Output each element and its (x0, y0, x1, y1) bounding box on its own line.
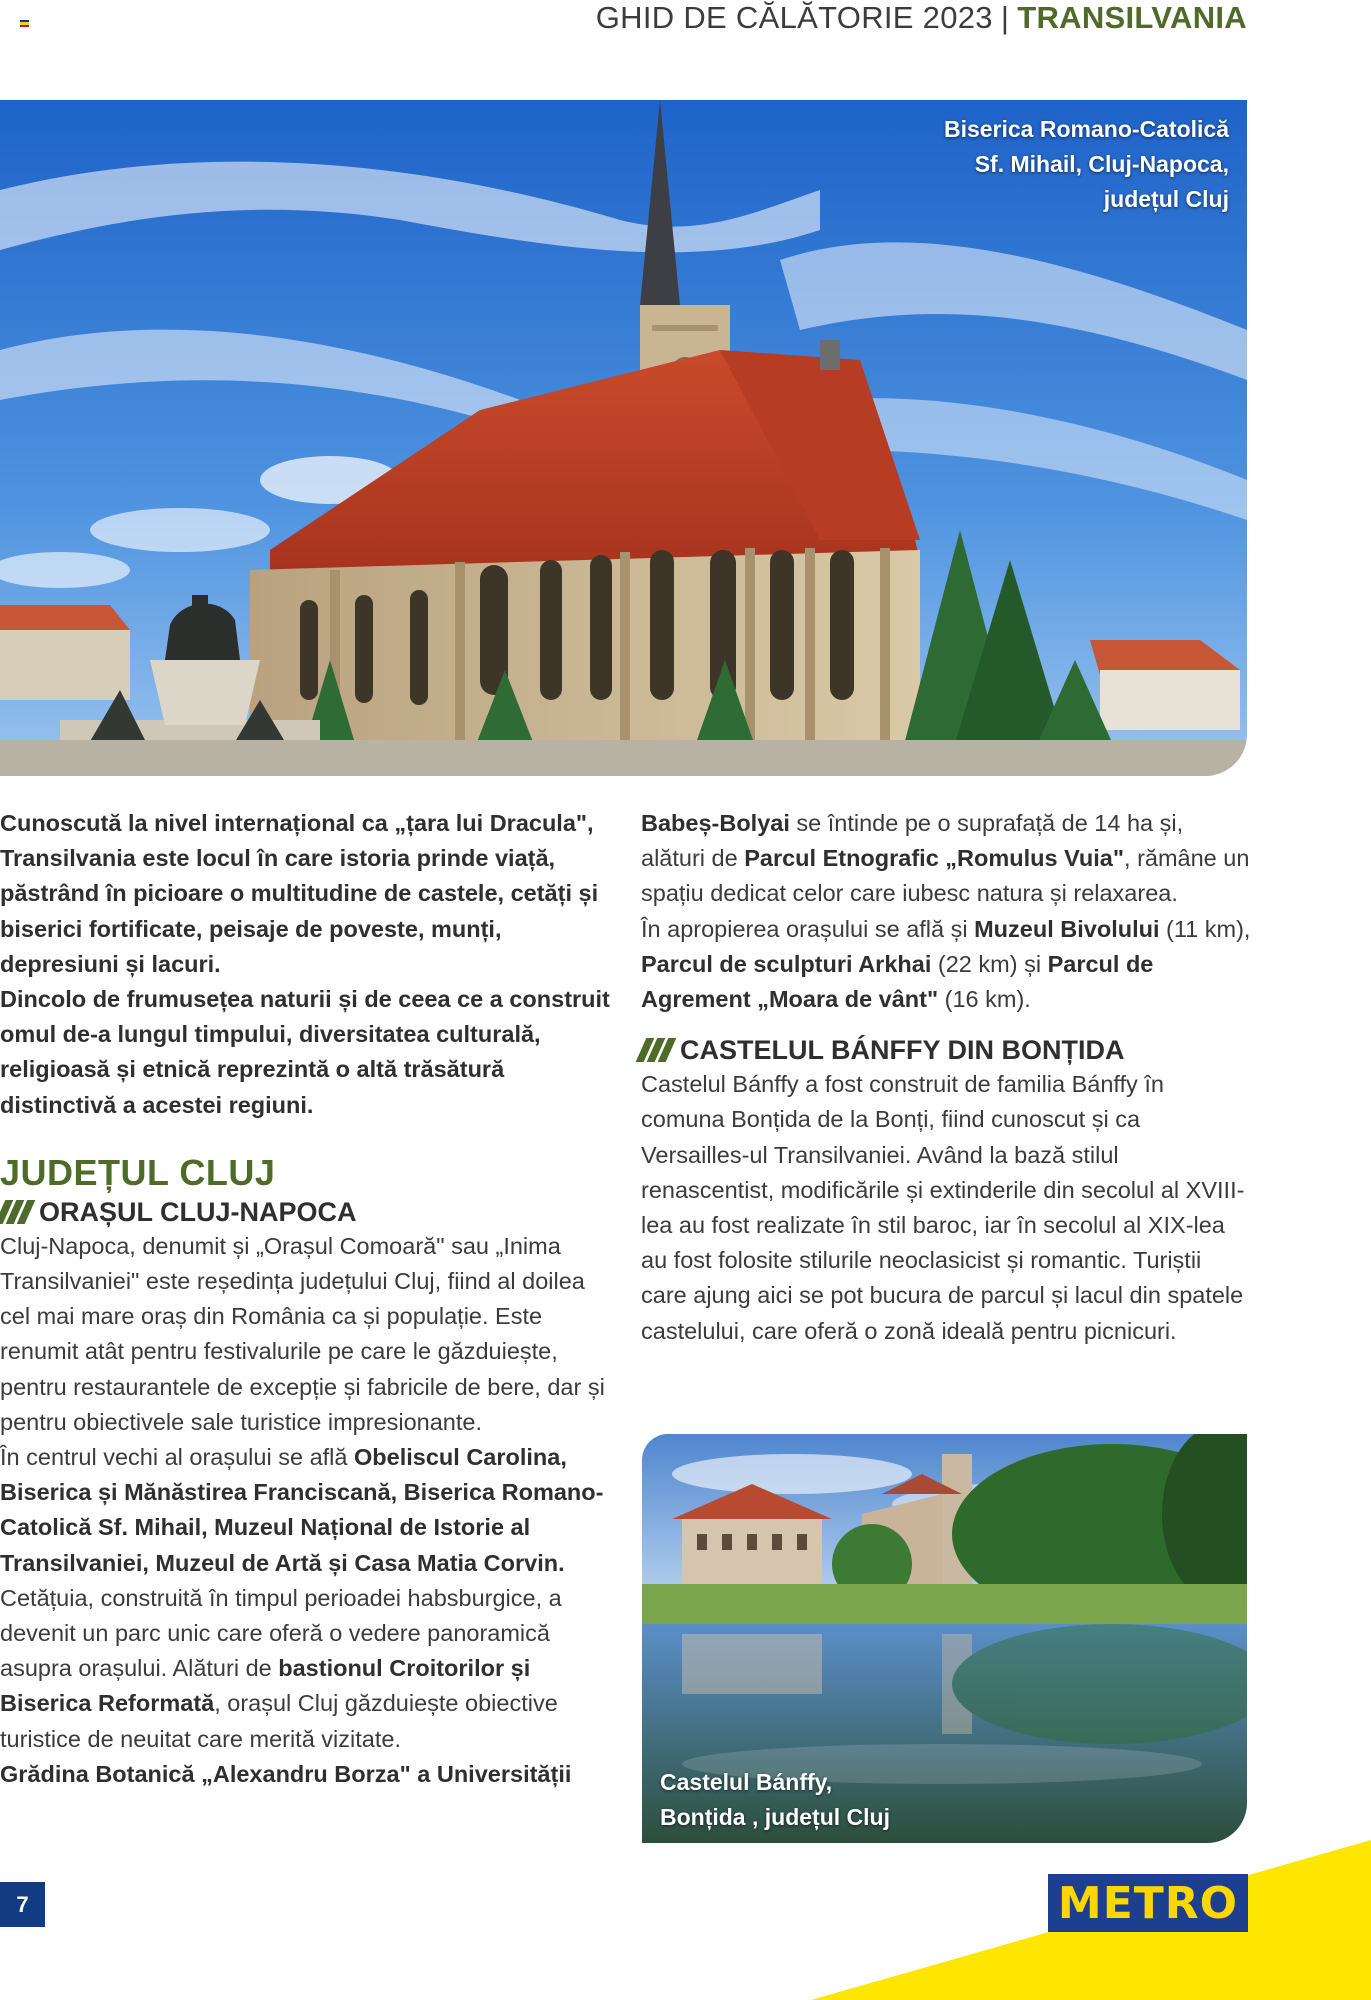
cluj-p6-distance-2: (22 km) și (931, 950, 1048, 977)
castle-caption-line: Castelul Bánffy, (660, 1769, 833, 1795)
windmill-park-name: Parcul de Agrement „Moara de vânt" (641, 950, 1154, 1013)
hero-photo-st-michael-church (0, 100, 1247, 776)
page-number: 7 (0, 1882, 45, 1927)
cluj-paragraph-3 (0, 1581, 610, 1757)
slashes-icon (641, 1038, 671, 1062)
cluj-paragraph-4 (0, 1757, 610, 1792)
cluj-paragraph-1: Cluj-Napoca, denumit și „Orașul Comoară" sau „Inima Transilvaniei" este reședința județului Cluj, fiind al doilea cel mai mare oraș din România ca și populație. Este renumit atât pentru festivalurile pe care le găzduiește, pentru restaurantele de excepție și fabricile de bere, dar și pentru obiectivele sale turistice impresionante. (0, 1232, 605, 1435)
guide-title: GHID DE CĂLĂTORIE 2023 (595, 0, 993, 35)
cluj-p3-text-end: , orașul Cluj găzduiește obiective turistice de neuitat care merită vizitate. (0, 1690, 558, 1752)
cluj-p3-text: Cetățuia, construită în timpul perioadei habsburgice, a devenit un parc unic care oferă o vedere panoramică asupra orașului. Alături de (0, 1584, 562, 1682)
cluj-p6-text: În apropierea orașului se află și (641, 915, 975, 942)
county-title: JUDEȚUL CLUJ (0, 1151, 276, 1193)
intro-paragraph-1: Cunoscută la nivel internațional ca „țara lui Dracula", Transilvania este locul în care istoria prinde viață, păstrând în picioare o multitudine de castele, cetăți și biserici fortificate, peisaje de poveste, munți, depresiuni și lacuri. (0, 810, 599, 977)
left-column (0, 806, 610, 1792)
hero-caption-line: județul Cluj (1103, 186, 1229, 212)
banffy-castle-heading-text: CASTELUL BÁNFFY DIN BONȚIDA (680, 1035, 1125, 1066)
intro-paragraph-2: Dincolo de frumusețea naturii și de ceea ce a construit omul de-a lungul timpului, diversitatea culturală, religioasă și etnică reprezintă o altă trăsătură distinctivă a acestei regiuni. (0, 986, 610, 1118)
header-separator: | (1000, 0, 1010, 35)
sculpture-park-name: Parcul de sculpturi Arkhai (641, 950, 932, 977)
hero-caption-line: Sf. Mihail, Cluj-Napoca, (974, 151, 1229, 177)
hero-caption-line: Biserica Romano-Catolică (943, 116, 1229, 142)
cluj-p5-text: se întinde pe o suprafață de 14 ha și, alături de (641, 810, 1184, 872)
cluj-p6-distance-3: (16 km). (938, 986, 1031, 1013)
ethnographic-park-name: Parcul Etnografic „Romulus Vuia" (744, 845, 1125, 872)
page-header (596, 0, 1247, 36)
cluj-paragraph-5 (641, 806, 1253, 912)
castle-caption-line: Bonțida , județul Cluj (660, 1804, 890, 1830)
buffalo-museum-name: Muzeul Bivolului (974, 915, 1160, 942)
region-title: TRANSILVANIA (1017, 0, 1247, 35)
university-name: Babeș-Bolyai (641, 810, 790, 836)
cluj-paragraph-6 (641, 912, 1253, 1018)
cluj-p2-landmarks: Obeliscul Carolina, Biserica și Mănăstirea Franciscană, Biserica Romano-Catolică Sf. Mihail, Muzeul Național de Istorie al Transilvaniei, Muzeul de Artă și Casa Matia Corvin. (0, 1444, 604, 1576)
metro-logo (1048, 1874, 1248, 1932)
cluj-p3-landmarks: bastionul Croitorilor și Biserica Reformată (0, 1655, 531, 1717)
cluj-p2-text: În centrul vechi al orașului se află (0, 1444, 354, 1471)
banffy-castle-heading (641, 1033, 1253, 1067)
castle-banffy-photo (642, 1434, 1247, 1843)
cluj-napoca-heading-text: ORAȘUL CLUJ-NAPOCA (39, 1196, 357, 1227)
hero-caption (944, 112, 1229, 217)
cluj-p5-text-end: , rămâne un spațiu dedicat celor care iubesc natura și relaxarea. (641, 845, 1250, 907)
cluj-p6-distance-1: (11 km), (1159, 915, 1251, 942)
banffy-paragraph: Castelul Bánffy a fost construit de familia Bánffy în comuna Bonțida de la Bonți, fiind cunoscut și ca Versailles-ul Transilvaniei. Având la bază stilul renascentist, modificările și extinderile din secolul al XVIII-lea au fost realizate în stil baroc, iar în secolul al XIX-lea au fost folosite stilurile neoclasicist și romantic. Turiștii care ajung aici se pot bucura de parcul și lacul din spatele castelului, care oferă o zonă ideală pentru picnicuri. (641, 1071, 1245, 1344)
cluj-paragraph-2 (0, 1440, 610, 1581)
cluj-napoca-heading (0, 1195, 610, 1229)
metro-logo-text: METRO (1057, 1877, 1239, 1929)
slashes-icon (0, 1200, 30, 1224)
right-column (641, 806, 1253, 1349)
flag-icon (20, 20, 29, 27)
botanical-garden-name: Grădina Botanică „Alexandru Borza" a Universității (0, 1760, 572, 1787)
